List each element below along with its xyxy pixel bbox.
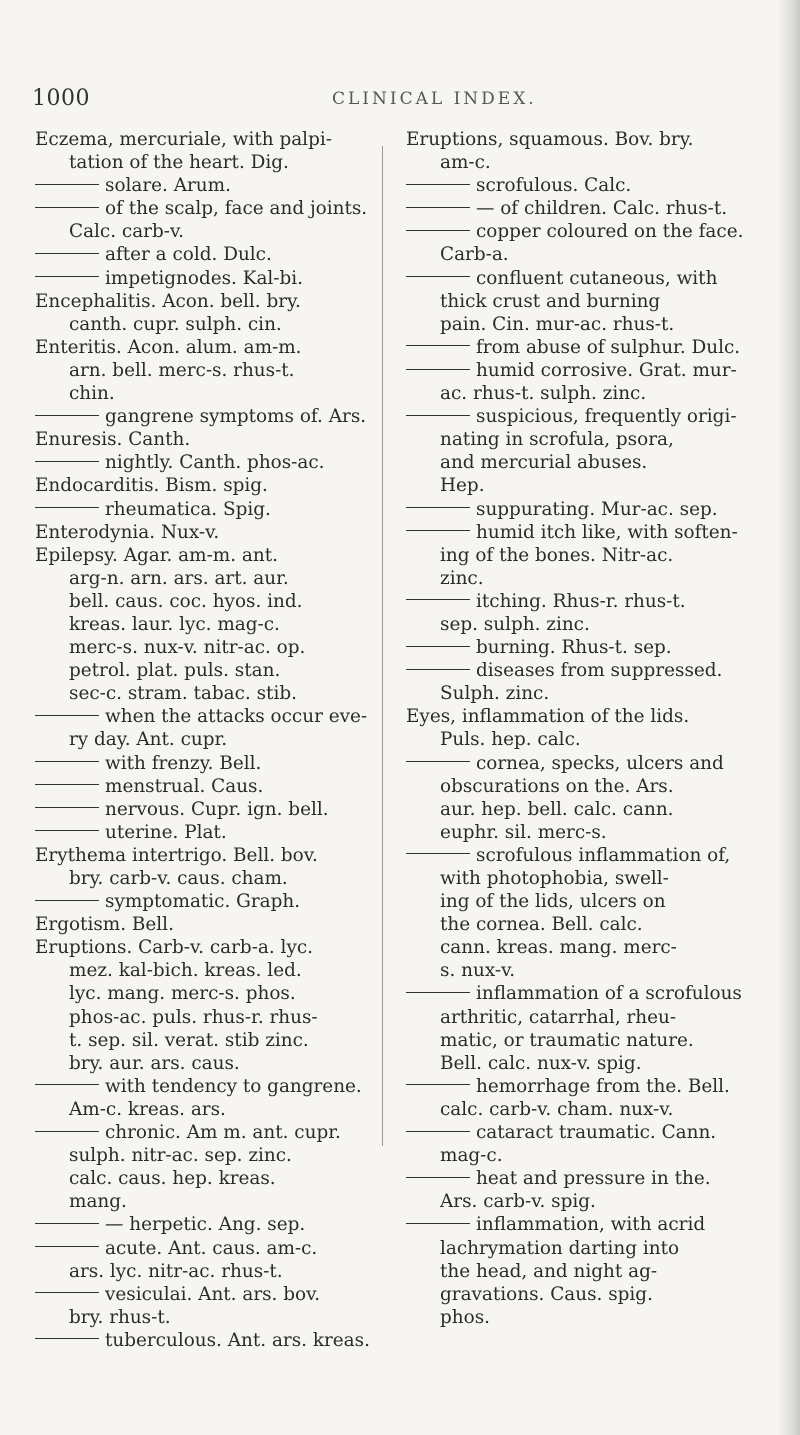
index-subentry: diseases from suppressed. xyxy=(406,659,732,682)
index-line: kreas. laur. lyc. mag-c. xyxy=(69,613,280,635)
index-line: phos. xyxy=(440,1306,490,1328)
right-column xyxy=(406,128,744,1428)
index-subentry: acute. Ant. caus. am-c. xyxy=(35,1237,355,1260)
index-line: the cornea. Bell. calc. xyxy=(440,914,643,936)
index-subentry: hemorrhage from the. Bell. xyxy=(406,1075,732,1098)
index-line: sulph. nitr-ac. sep. zinc. xyxy=(69,1145,292,1167)
index-line: Hep. xyxy=(440,475,485,497)
index-subentry: nightly. Canth. phos-ac. xyxy=(35,451,355,474)
index-line: calc. caus. hep. kreas. xyxy=(69,1168,276,1190)
page-header xyxy=(32,86,744,120)
index-line: sep. sulph. zinc. xyxy=(440,613,590,635)
index-line: bry. rhus-t. xyxy=(69,1306,171,1328)
index-subentry: chronic. Am m. ant. cupr. xyxy=(35,1121,355,1144)
index-line: zinc. xyxy=(440,567,484,589)
index-line: Puls. hep. calc. xyxy=(440,729,581,751)
index-subentry: of the scalp, face and joints. xyxy=(35,197,355,220)
page-number: 1000 xyxy=(32,86,90,111)
index-subentry: suppurating. Mur-ac. sep. xyxy=(406,498,732,521)
index-line: obscurations on the. Ars. xyxy=(440,775,674,797)
index-line: thick crust and burning xyxy=(440,290,661,312)
left-column xyxy=(35,128,370,1428)
index-line: aur. hep. bell. calc. cann. xyxy=(440,798,674,820)
index-line: matic, or traumatic nature. xyxy=(440,1029,694,1051)
index-line: Calc. carb-v. xyxy=(69,221,185,243)
index-line: and mercurial abuses. xyxy=(440,452,648,474)
index-subentry: from abuse of sulphur. Dulc. xyxy=(406,336,732,359)
index-line: arg-n. arn. ars. art. aur. xyxy=(69,567,289,589)
index-line: phos-ac. puls. rhus-r. rhus- xyxy=(69,1006,318,1028)
column-divider xyxy=(382,146,383,1146)
index-subentry: when the attacks occur eve- xyxy=(35,705,355,728)
index-subentry: cornea, specks, ulcers and xyxy=(406,752,732,775)
index-heading-enterodynia: Enterodynia. Nux-v. xyxy=(35,521,220,543)
index-line: s. nux-v. xyxy=(440,960,516,982)
running-title: CLINICAL INDEX. xyxy=(332,89,537,109)
index-subentry: with frenzy. Bell. xyxy=(35,752,355,775)
index-heading-eyes: Eyes, inflammation of the lids. xyxy=(406,706,690,728)
index-subentry: — of children. Calc. rhus-t. xyxy=(406,197,732,220)
index-heading-ergotism: Ergotism. Bell. xyxy=(35,914,174,936)
index-subentry: gangrene symptoms of. Ars. xyxy=(35,405,355,428)
index-line: bell. caus. coc. hyos. ind. xyxy=(69,590,303,612)
index-heading-erythema: Erythema intertrigo. Bell. bov. xyxy=(35,844,318,866)
index-subentry: tuberculous. Ant. ars. kreas. xyxy=(35,1329,355,1352)
index-line: mez. kal-bich. kreas. led. xyxy=(69,960,302,982)
index-heading-enteritis: Enteritis. Acon. alum. am-m. xyxy=(35,336,302,358)
index-subentry: impetignodes. Kal-bi. xyxy=(35,267,355,290)
index-line: nating in scrofula, psora, xyxy=(440,429,674,451)
index-subentry: humid itch like, with soften- xyxy=(406,521,732,544)
index-line: ac. rhus-t. sulph. zinc. xyxy=(440,383,647,405)
index-subentry: nervous. Cupr. ign. bell. xyxy=(35,798,355,821)
index-line: merc-s. nux-v. nitr-ac. op. xyxy=(69,637,306,659)
page-edge-shadow xyxy=(778,0,800,1435)
index-line: gravations. Caus. spig. xyxy=(440,1283,653,1305)
index-subentry: confluent cutaneous, with xyxy=(406,267,732,290)
index-subentry: vesiculai. Ant. ars. bov. xyxy=(35,1283,355,1306)
index-subentry: with tendency to gangrene. xyxy=(35,1075,355,1098)
index-line: tation of the heart. Dig. xyxy=(69,152,289,174)
index-line: mang. xyxy=(69,1191,127,1213)
index-line: lyc. mang. merc-s. phos. xyxy=(69,983,296,1005)
index-line: euphr. sil. merc-s. xyxy=(440,821,607,843)
index-subentry: menstrual. Caus. xyxy=(35,775,355,798)
index-heading-eruptions: Eruptions. Carb-v. carb-a. lyc. xyxy=(35,937,313,959)
index-line: lachrymation darting into xyxy=(440,1237,680,1259)
index-line: sec-c. stram. tabac. stib. xyxy=(69,683,297,705)
index-line: calc. carb-v. cham. nux-v. xyxy=(440,1098,674,1120)
index-line: Carb-a. xyxy=(440,244,509,266)
index-subentry: scrofulous inflammation of, xyxy=(406,844,732,867)
index-line: with photophobia, swell- xyxy=(440,868,669,889)
index-subentry: copper coloured on the face. xyxy=(406,220,732,243)
index-subentry: scrofulous. Calc. xyxy=(406,174,732,197)
index-line: the head, and night ag- xyxy=(440,1260,658,1282)
index-line: ars. lyc. nitr-ac. rhus-t. xyxy=(69,1260,283,1282)
index-line: arthritic, catarrhal, rheu- xyxy=(440,1006,677,1028)
index-line: ing of the bones. Nitr-ac. xyxy=(440,544,674,566)
index-line: Am-c. kreas. ars. xyxy=(69,1098,226,1120)
index-heading-endocarditis: Endocarditis. Bism. spig. xyxy=(35,475,268,497)
index-line: mag-c. xyxy=(440,1145,503,1167)
index-line: canth. cupr. sulph. cin. xyxy=(69,313,282,335)
index-heading-epilepsy: Epilepsy. Agar. am-m. ant. xyxy=(35,544,278,566)
index-heading-eruptions-squamous: Eruptions, squamous. Bov. bry. xyxy=(406,129,694,150)
index-line: cann. kreas. mang. merc- xyxy=(440,937,677,959)
index-subentry: humid corrosive. Grat. mur- xyxy=(406,359,732,382)
index-subentry: suspicious, frequently origi- xyxy=(406,405,732,428)
index-line: am-c. xyxy=(440,152,491,174)
index-line: arn. bell. merc-s. rhus-t. xyxy=(69,359,295,381)
index-heading-eczema: Eczema, mercuriale, with palpi- xyxy=(35,129,332,150)
index-line: t. sep. sil. verat. stib zinc. xyxy=(69,1029,309,1051)
index-subentry: solare. Arum. xyxy=(35,174,355,197)
index-subentry: inflammation, with acrid xyxy=(406,1213,732,1236)
index-subentry: after a cold. Dulc. xyxy=(35,243,355,266)
index-line: Ars. carb-v. spig. xyxy=(440,1191,596,1213)
index-subentry: uterine. Plat. xyxy=(35,821,355,844)
index-line: ing of the lids, ulcers on xyxy=(440,891,666,913)
index-subentry: rheumatica. Spig. xyxy=(35,498,355,521)
index-subentry: inflammation of a scrofulous xyxy=(406,982,732,1005)
index-subentry: cataract traumatic. Cann. xyxy=(406,1121,732,1144)
index-line: pain. Cin. mur-ac. rhus-t. xyxy=(440,313,675,335)
index-subentry: — herpetic. Ang. sep. xyxy=(35,1213,355,1236)
index-line: Sulph. zinc. xyxy=(440,683,550,705)
index-line: bry. aur. ars. caus. xyxy=(69,1052,240,1074)
index-line: ry day. Ant. cupr. xyxy=(69,729,228,751)
index-subentry: symptomatic. Graph. xyxy=(35,890,355,913)
index-line: chin. xyxy=(69,383,115,405)
index-heading-enuresis: Enuresis. Canth. xyxy=(35,429,191,451)
index-line: Bell. calc. nux-v. spig. xyxy=(440,1052,642,1074)
index-subentry: burning. Rhus-t. sep. xyxy=(406,636,732,659)
index-line: petrol. plat. puls. stan. xyxy=(69,660,281,682)
index-subentry: itching. Rhus-r. rhus-t. xyxy=(406,590,732,613)
index-heading-encephalitis: Encephalitis. Acon. bell. bry. xyxy=(35,290,301,312)
index-subentry: heat and pressure in the. xyxy=(406,1167,732,1190)
index-line: bry. carb-v. caus. cham. xyxy=(69,868,288,889)
